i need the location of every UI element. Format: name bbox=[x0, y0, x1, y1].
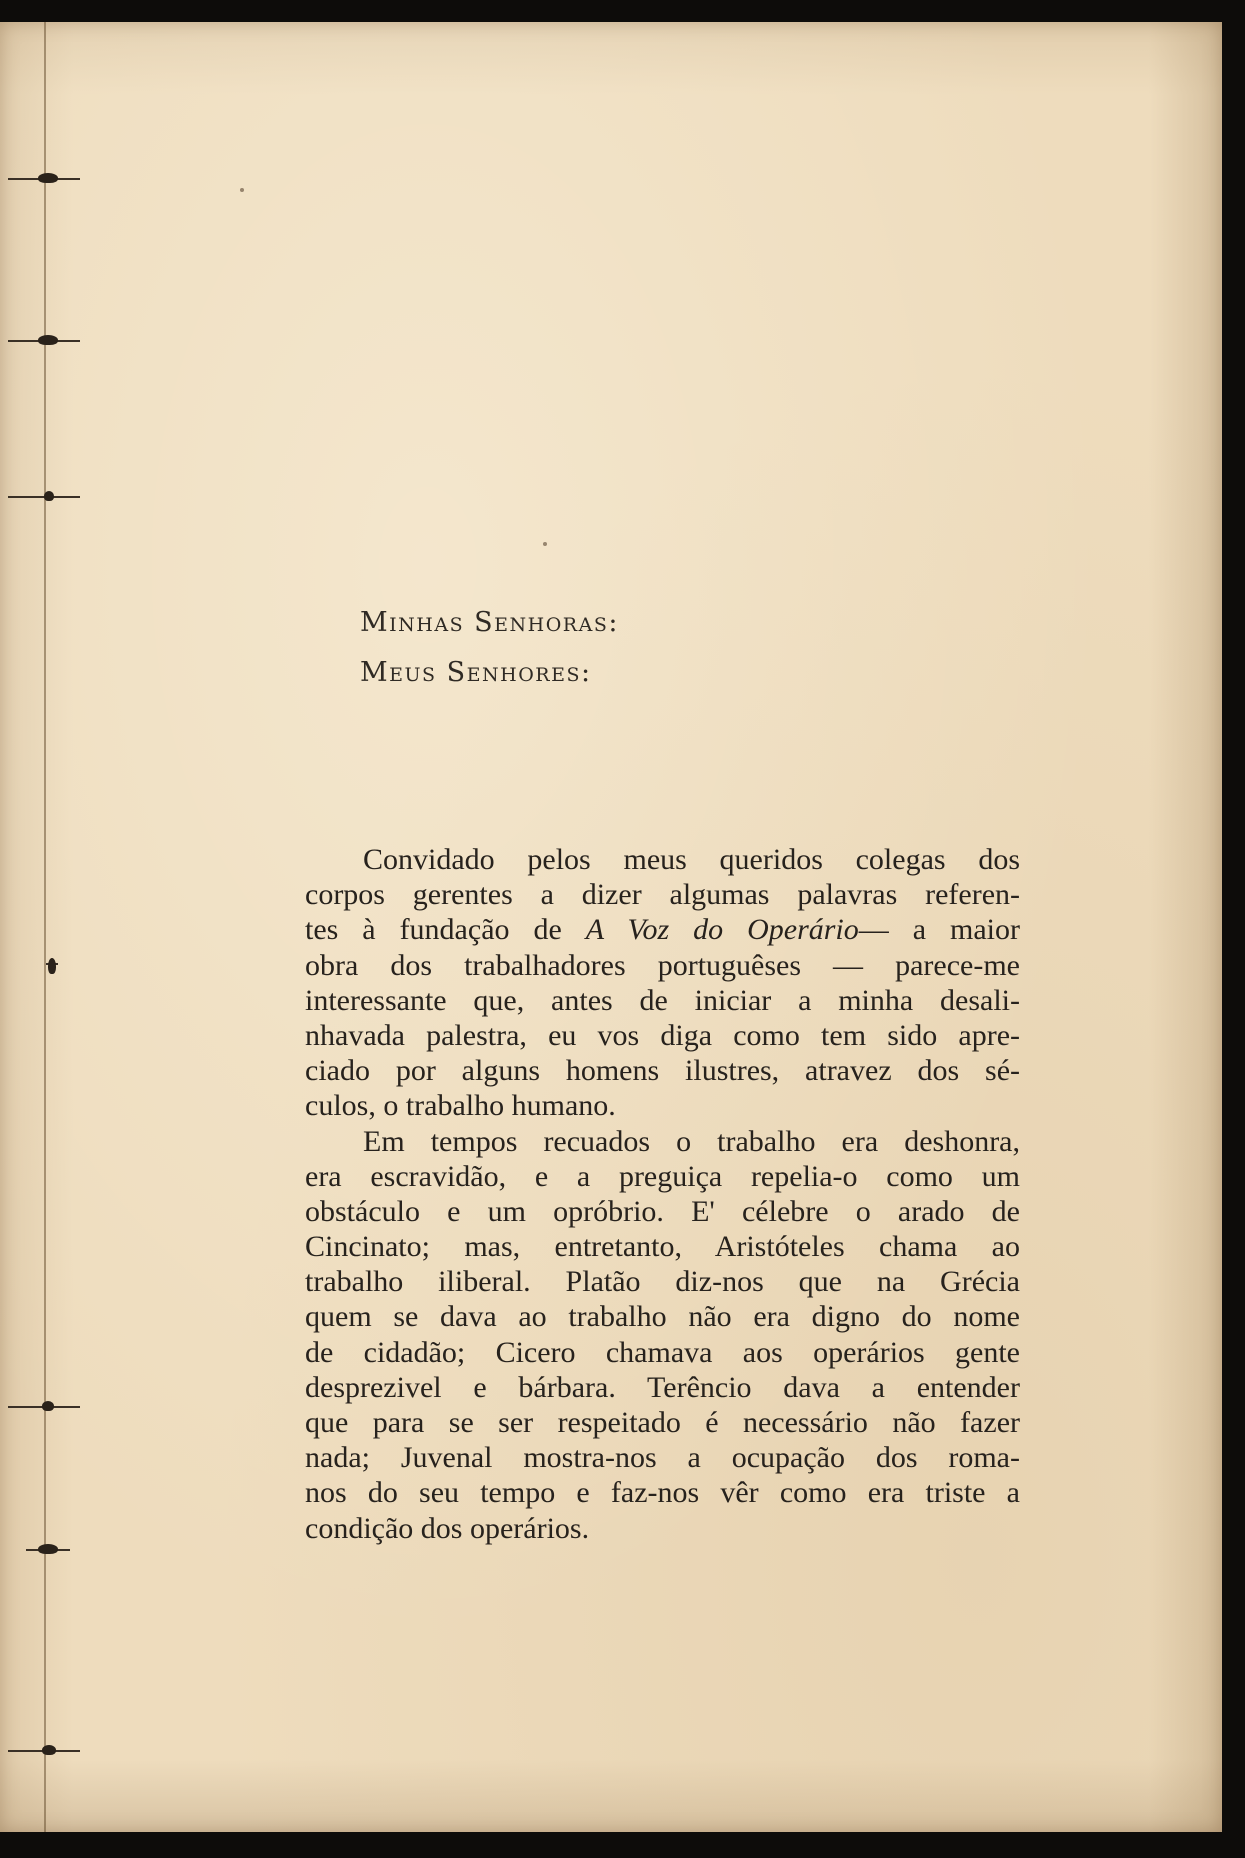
paragraph-1 bbox=[305, 842, 1020, 1124]
text-line-with-title bbox=[305, 912, 1020, 947]
text-line: culos, o trabalho humano. bbox=[305, 1089, 616, 1123]
text-line: trabalho iliberal. Platão diz-nos que na Grécia bbox=[305, 1265, 1020, 1299]
text-line: Cincinato; mas, entretanto, Aristóteles chama ao bbox=[305, 1230, 1020, 1264]
text-line: Convidado pelos meus queridos colegas dos bbox=[363, 843, 1020, 876]
text-line: era escravidão, e a preguiça repelia-o como um bbox=[305, 1159, 1020, 1193]
text-line: desprezivel e bárbara. Terêncio dava a entender bbox=[305, 1370, 1020, 1404]
binding-stitch bbox=[8, 490, 80, 504]
binding-stitch bbox=[8, 1543, 80, 1557]
binding-stitch bbox=[8, 957, 80, 971]
text-line: obstáculo e um opróbrio. E' célebre o arado de bbox=[305, 1194, 1020, 1228]
text-fragment: — a maior bbox=[858, 913, 1020, 947]
text-line: nada; Juvenal mostra-nos a ocupação dos roma- bbox=[305, 1441, 1020, 1475]
book-page bbox=[0, 22, 1222, 1832]
text-line: de cidadão; Cicero chamava aos operários gente bbox=[305, 1335, 1020, 1369]
text-line: Em tempos recuados o trabalho era deshonra, bbox=[363, 1124, 1020, 1158]
text-line: ciado por alguns homens ilustres, atravez dos sé- bbox=[305, 1054, 1020, 1088]
binding-stitch bbox=[8, 334, 80, 348]
binding-spine bbox=[44, 22, 46, 1832]
text-line: corpos gerentes a dizer algumas palavras referen- bbox=[305, 878, 1020, 912]
text-line: nos do seu tempo e faz-nos vêr como era triste a bbox=[305, 1476, 1020, 1510]
paper-speck bbox=[543, 542, 547, 546]
text-line: que para se ser respeitado é necessário não fazer bbox=[305, 1406, 1020, 1439]
text-fragment: tes à fundação de bbox=[305, 913, 586, 947]
paper-speck bbox=[240, 188, 244, 192]
salutation-line-1: Minhas Senhoras: bbox=[360, 607, 619, 638]
publication-title: A Voz do Operário bbox=[585, 913, 859, 947]
body-text bbox=[305, 842, 1020, 1546]
salutation-line-2: Meus Senhores: bbox=[360, 657, 592, 688]
text-line: nhavada palestra, eu vos diga como tem sido apre- bbox=[305, 1018, 1020, 1052]
binding-stitch bbox=[8, 172, 80, 186]
binding-stitch bbox=[8, 1400, 80, 1414]
text-line: obra dos trabalhadores portuguêses — parece-me bbox=[305, 948, 1020, 982]
text-line: condição dos operários. bbox=[305, 1511, 590, 1545]
binding-stitch bbox=[8, 1744, 80, 1758]
text-line: quem se dava ao trabalho não era digno do nome bbox=[305, 1300, 1020, 1334]
paragraph-2 bbox=[305, 1124, 1020, 1546]
text-line: interessante que, antes de iniciar a minha desali- bbox=[305, 983, 1020, 1017]
